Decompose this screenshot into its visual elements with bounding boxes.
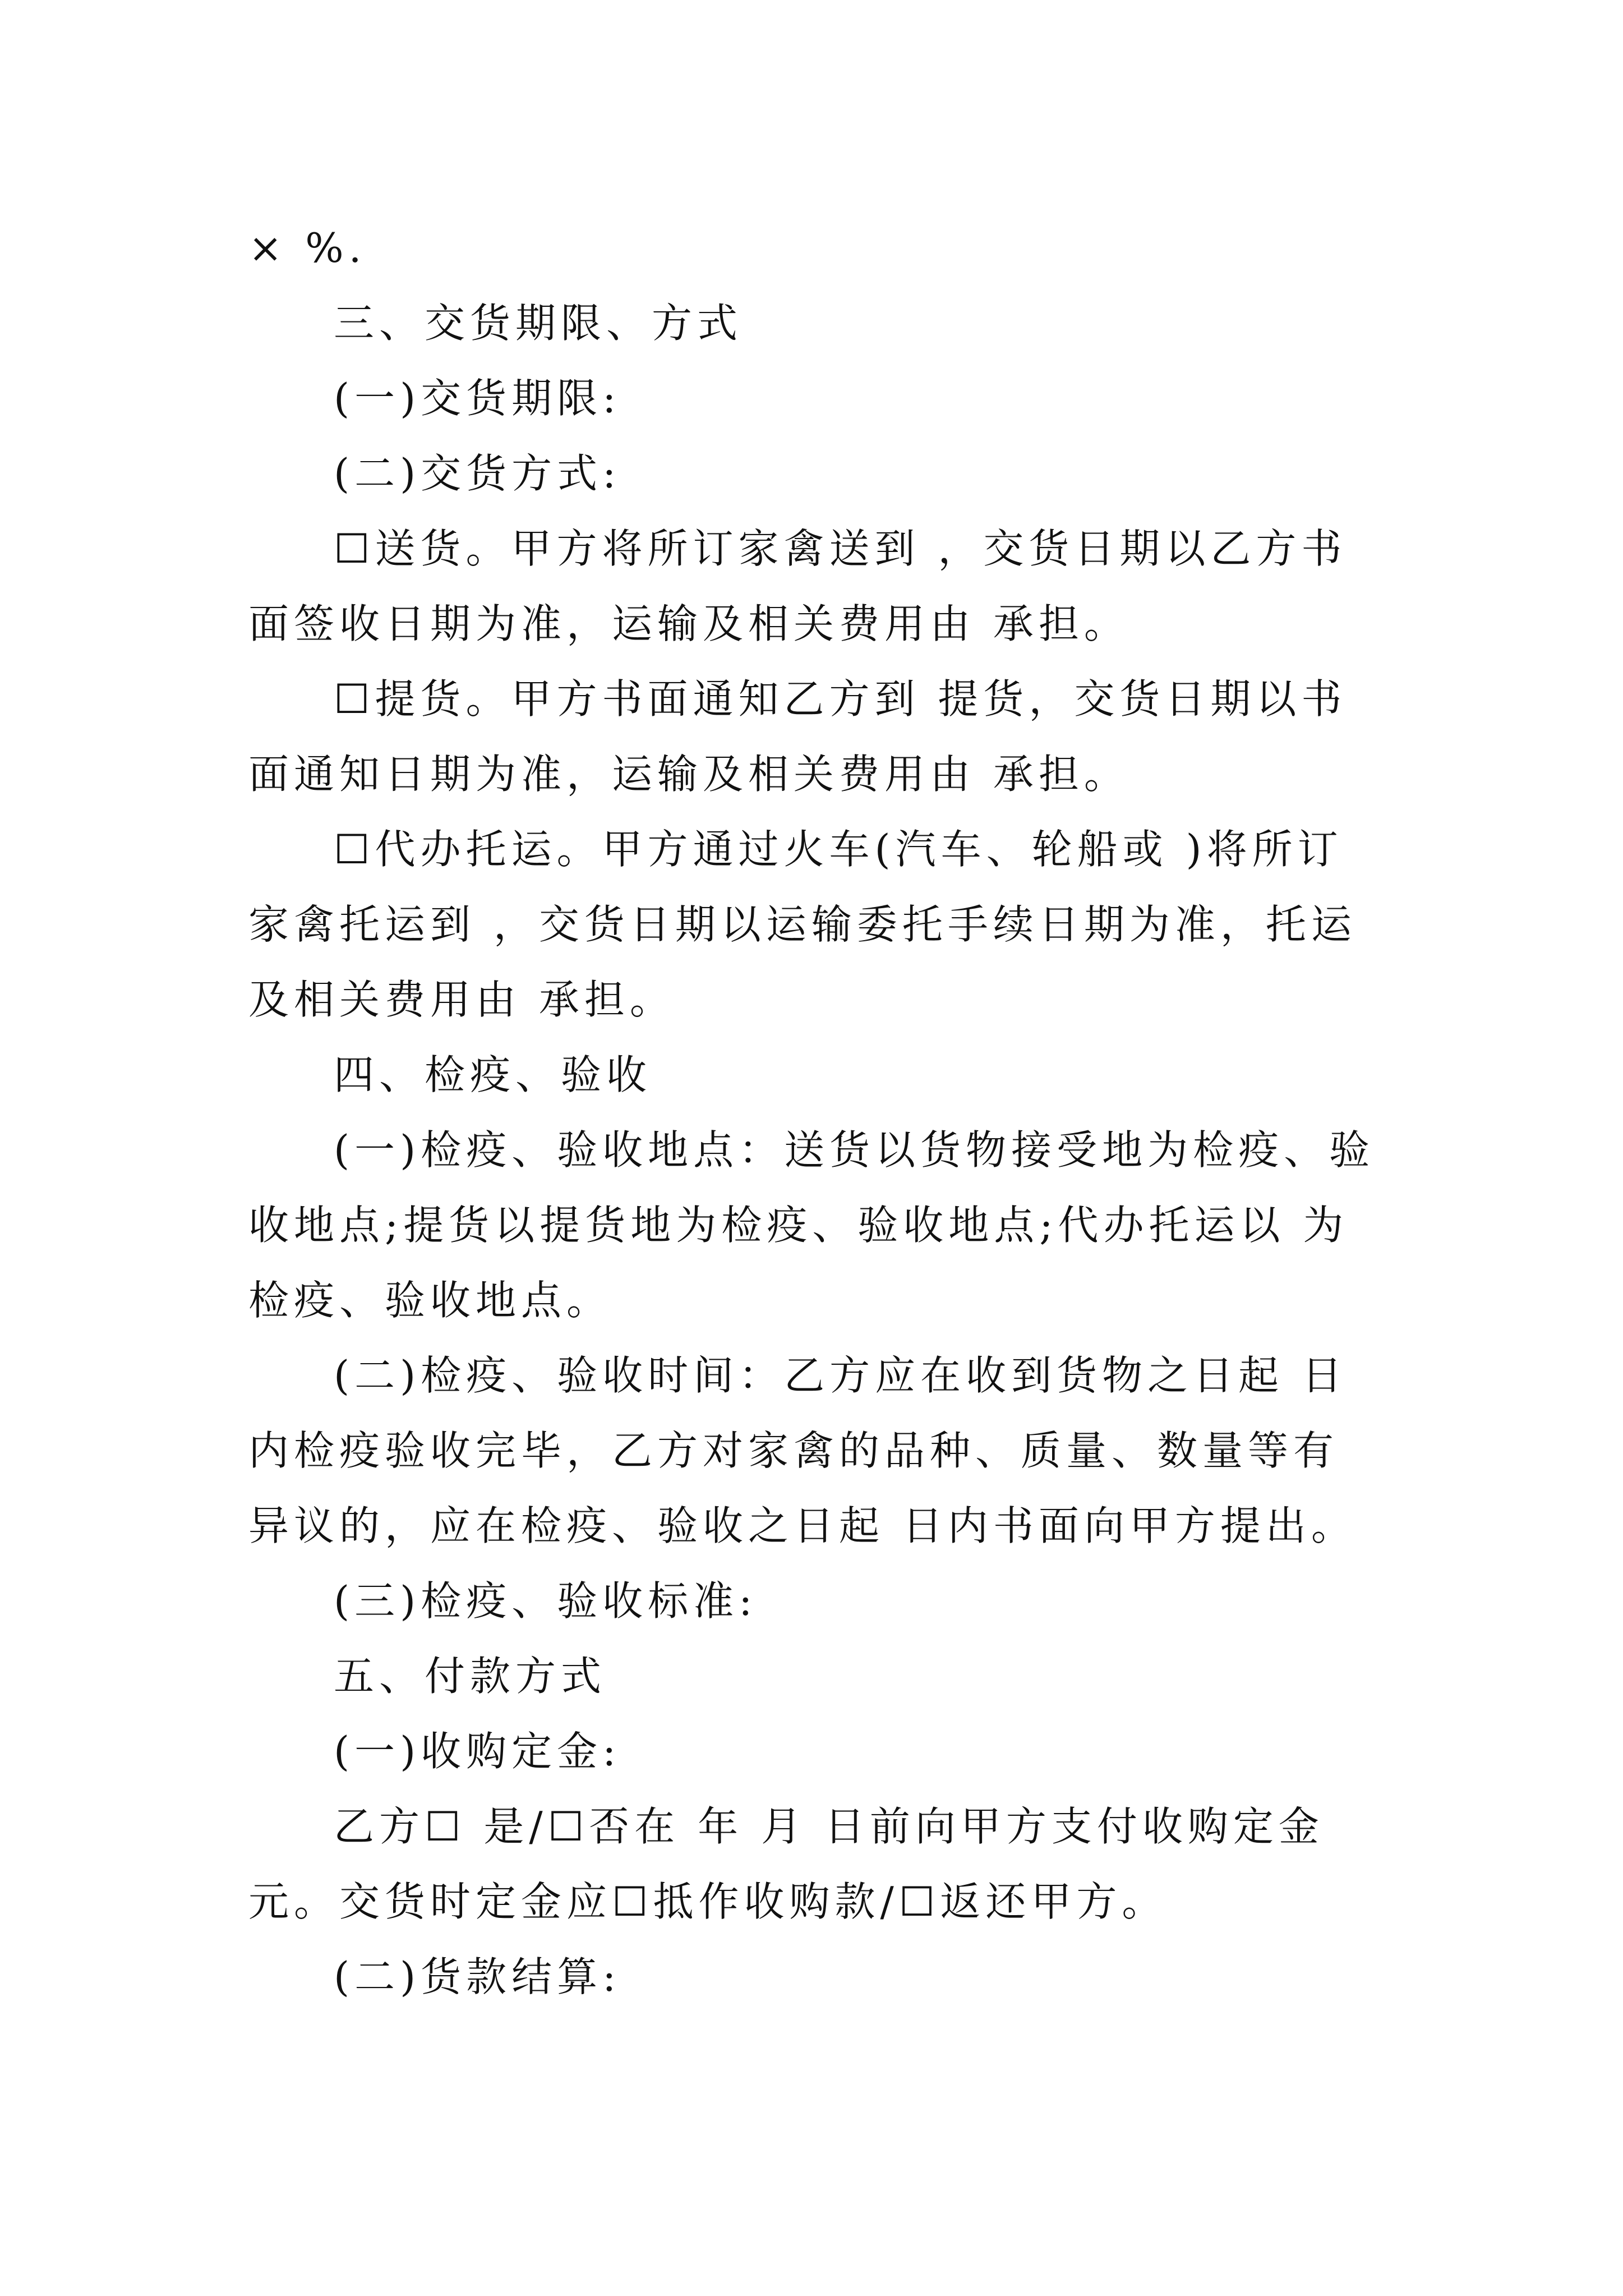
section-heading-delivery: 三、交货期限、方式 — [334, 300, 743, 347]
paragraph-continuation: × %. — [248, 224, 367, 272]
deposit-terms: 乙方☐ 是/☐否在 年 月 日前向甲方支付收购定金 元。交货时定金应☐抵作收购款/☐返还甲方。 — [248, 1803, 1324, 1925]
option-pickup: ☐提货。甲方书面通知乙方到 提货，交货日期以书面通知日期为准，运输及相关费用由 承担。 — [248, 675, 1347, 798]
option-consignment: ☐代办托运。甲方通过火车(汽车、轮船或 )将所订家禽托运到 ，交货日期以运输委托手续日期为准，托运及相关费用由 承担。 — [248, 826, 1357, 1023]
purchase-deposit: (一)收购定金: — [334, 1728, 621, 1775]
option-delivery: ☐送货。甲方将所订家禽送到 ，交货日期以乙方书面签收日期为准，运输及相关费用由 承担。 — [248, 525, 1347, 647]
section-heading-payment: 五、付款方式 — [334, 1653, 607, 1700]
inspection-location: (一)检疫、验收地点：送货以货物接受地为检疫、验收地点;提货以提货地为检疫、验收地点;代办托运以 为检疫、验收地点。 — [248, 1126, 1375, 1324]
section-heading-inspection: 四、检疫、验收 — [334, 1051, 652, 1098]
document-body — [248, 210, 1376, 2014]
delivery-period: (一)交货期限: — [334, 375, 621, 422]
delivery-method: (二)交货方式: — [334, 450, 621, 497]
payment-settlement: (二)货款结算: — [334, 1953, 621, 2000]
inspection-standard: (三)检疫、验收标准: — [334, 1577, 758, 1625]
inspection-time: (二)检疫、验收时间：乙方应在收到货物之日起 日内检疫验收完毕，乙方对家禽的品种、质量、数量等有异议的，应在检疫、验收之日起 日内书面向甲方提出。 — [248, 1352, 1357, 1549]
